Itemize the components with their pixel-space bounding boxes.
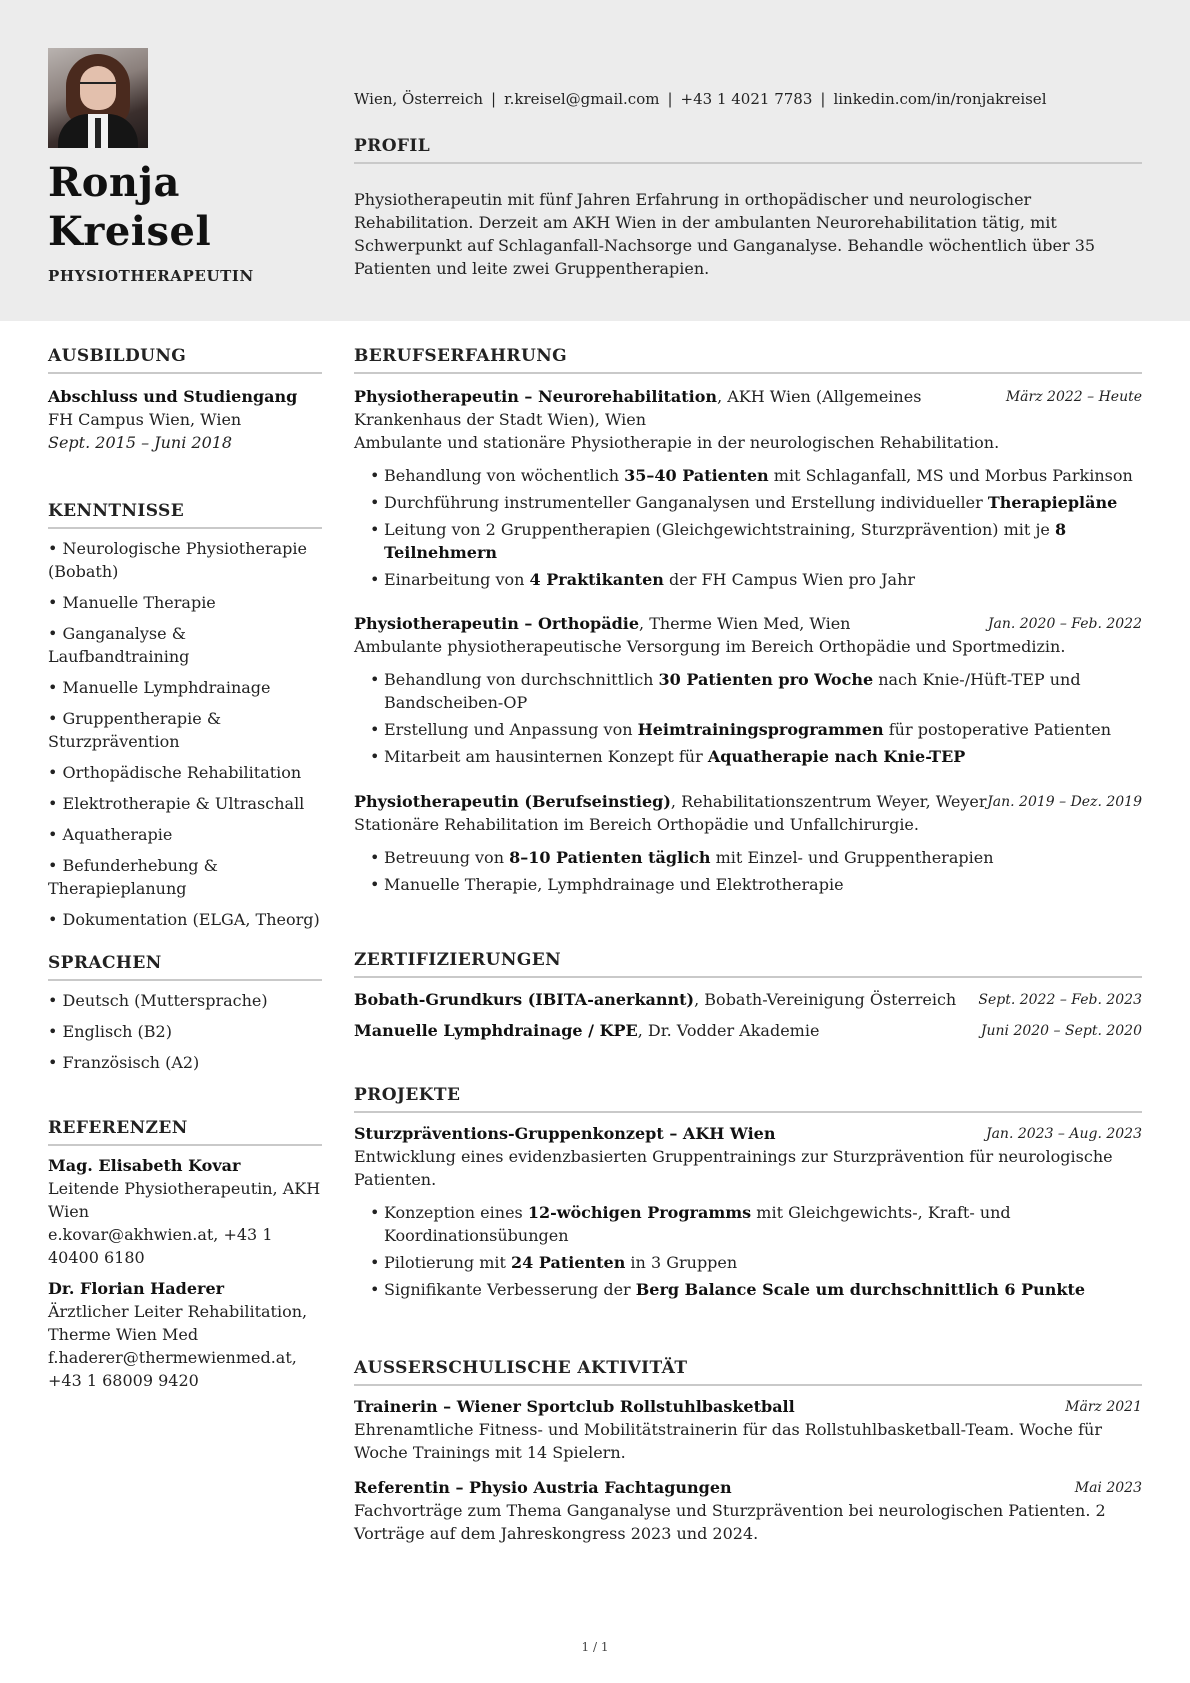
certificate-item [354, 1019, 1142, 1042]
sprachen-list [48, 989, 322, 1082]
language-item: • Englisch (B2) [48, 1022, 172, 1041]
reference-contact[interactable]: e.kovar@akhwien.at, +43 1 40400 6180 [48, 1225, 273, 1267]
job-role: Physiotherapeutin – Neurorehabilitation [354, 387, 718, 406]
activity-desc: Fachvorträge zum Thema Ganganalyse und Sturzprävention bei neurologischen Patienten. 2 Vorträge auf dem Jahreskongress 2023 und 2024. [354, 1501, 1106, 1543]
job-org: , Therme Wien Med, Wien [639, 614, 851, 633]
contact-email[interactable]: r.kreisel@gmail.com [504, 90, 660, 108]
ausbildung-school: FH Campus Wien, Wien [48, 410, 242, 429]
activity-item [354, 1395, 1142, 1464]
projekte-rule [354, 1111, 1142, 1113]
project-bullets [354, 1201, 1142, 1301]
project-date: Jan. 2023 – Aug. 2023 [985, 1126, 1142, 1142]
certificate-date: Juni 2020 – Sept. 2020 [980, 1023, 1142, 1039]
ausbildung-degree: Abschluss und Studiengang [48, 387, 298, 406]
job-entry [354, 385, 1142, 595]
job-org: , Rehabilitationszentrum Weyer, Weyer [670, 792, 987, 811]
project-bullet: • Konzeption eines 12-wöchigen Programms mit Gleichgewichts-, Kraft- und Koordinationsübungen [354, 1201, 1142, 1247]
job-desc: Ambulante und stationäre Physiotherapie in der neurologischen Rehabilitation. [354, 433, 1000, 452]
candidate-name [48, 158, 328, 256]
skill-item: • Ganganalyse & Laufbandtraining [48, 624, 190, 666]
certificate-name: Bobath-Grundkurs (IBITA-anerkannt) [354, 990, 695, 1009]
kenntnisse-title: KENNTNISSE [48, 501, 185, 521]
reference-item [48, 1154, 322, 1269]
page-number: 1 / 1 [581, 1640, 609, 1654]
skill-item: • Neurologische Physiotherapie (Bobath) [48, 539, 308, 581]
contact-separator: | [491, 90, 497, 108]
certificate-date: Sept. 2022 – Feb. 2023 [978, 992, 1142, 1008]
job-title: PHYSIOTHERAPEUTIN [48, 267, 254, 285]
job-bullets [354, 668, 1142, 768]
reference-role: Leitende Physiotherapeutin, AKH Wien [48, 1179, 321, 1221]
job-bullets [354, 464, 1142, 591]
contact-location: Wien, Österreich [354, 90, 484, 108]
job-bullets [354, 846, 1142, 896]
ausbildung-title: AUSBILDUNG [48, 346, 187, 366]
job-bullet: • Mitarbeit am hausinternen Konzept für Aquatherapie nach Knie-TEP [354, 745, 1142, 768]
job-org: , AKH Wien (Allgemeines Krankenhaus der Stadt Wien), Wien [354, 387, 922, 429]
project-desc: Entwicklung eines evidenzbasierten Gruppentrainings zur Sturzprävention für neurologische Patienten. [354, 1147, 1113, 1189]
job-bullet: • Betreuung von 8–10 Patienten täglich mit Einzel- und Gruppentherapien [354, 846, 1142, 869]
aktivitaet-title: AUSSERSCHULISCHE AKTIVITÄT [354, 1358, 688, 1378]
profil-title: PROFIL [354, 136, 431, 156]
ausbildung-period: Sept. 2015 – Juni 2018 [48, 433, 233, 452]
ausbildung-rule [48, 372, 322, 374]
certificate-name: Manuelle Lymphdrainage / KPE [354, 1021, 638, 1040]
referenzen-rule [48, 1144, 322, 1146]
sprachen-rule [48, 979, 322, 981]
ausbildung-block [48, 385, 322, 454]
job-bullet: • Erstellung und Anpassung von Heimtrainingsprogrammen für postoperative Patienten [354, 718, 1142, 741]
activity-date: März 2021 [1065, 1399, 1142, 1415]
project-entry [354, 1122, 1142, 1305]
job-role: Physiotherapeutin (Berufseinstieg) [354, 792, 671, 811]
name-last: Kreisel [48, 208, 212, 255]
reference-name: Mag. Elisabeth Kovar [48, 1156, 241, 1175]
profil-text [354, 188, 1142, 280]
skill-item: • Dokumentation (ELGA, Theorg) [48, 910, 320, 929]
reference-name: Dr. Florian Haderer [48, 1279, 225, 1298]
skill-item: • Befunderhebung & Therapieplanung [48, 856, 218, 898]
referenzen-list [48, 1154, 322, 1392]
skill-item: • Manuelle Lymphdrainage [48, 678, 271, 697]
zertifizierungen-title: ZERTIFIZIERUNGEN [354, 950, 562, 970]
job-bullet: • Behandlung von durchschnittlich 30 Patienten pro Woche nach Knie-/Hüft-TEP und Bandscheiben-OP [354, 668, 1142, 714]
contact-separator: | [667, 90, 673, 108]
activity-date: Mai 2023 [1074, 1480, 1142, 1496]
aktivitaet-list [354, 1395, 1142, 1545]
kenntnisse-rule [48, 527, 322, 529]
berufserfahrung-title: BERUFSERFAHRUNG [354, 346, 568, 366]
reference-item [48, 1277, 322, 1392]
certificate-org: , Bobath-Vereinigung Österreich [694, 990, 957, 1009]
contact-line [354, 90, 1047, 108]
skill-item: • Manuelle Therapie [48, 593, 216, 612]
name-first: Ronja [48, 159, 180, 206]
contact-linkedin[interactable]: linkedin.com/in/ronjakreisel [833, 90, 1047, 108]
profil-paragraph: Physiotherapeutin mit fünf Jahren Erfahrung in orthopädischer und neurologischer Rehabilitation. Derzeit am AKH Wien in der ambulanten Neurorehabilitation tätig, mit Schwerpunkt auf Schlaganfall-Nachsorge und Ganganalyse. Behandle wöchentlich über 35 Patienten und leite zwei Gruppentherapien. [354, 190, 1096, 278]
skill-item: • Gruppentherapie & Sturzprävention [48, 709, 222, 751]
berufserfahrung-rule [354, 372, 1142, 374]
job-bullet: • Manuelle Therapie, Lymphdrainage und Elektrotherapie [354, 873, 1142, 896]
job-date: Jan. 2020 – Feb. 2022 [987, 616, 1142, 632]
project-name: Sturzpräventions-Gruppenkonzept – AKH Wien [354, 1124, 776, 1143]
job-date: März 2022 – Heute [1005, 389, 1142, 405]
profil-rule [354, 162, 1142, 164]
job-desc: Ambulante physiotherapeutische Versorgung im Bereich Orthopädie und Sportmedizin. [354, 637, 1066, 656]
skill-item: • Orthopädische Rehabilitation [48, 763, 302, 782]
activity-item [354, 1476, 1142, 1545]
project-bullet: • Pilotierung mit 24 Patienten in 3 Gruppen [354, 1251, 1142, 1274]
project-bullet: • Signifikante Verbesserung der Berg Balance Scale um durchschnittlich 6 Punkte [354, 1278, 1142, 1301]
language-item: • Französisch (A2) [48, 1053, 200, 1072]
contact-separator: | [820, 90, 826, 108]
profile-photo [48, 48, 148, 148]
skill-item: • Aquatherapie [48, 825, 173, 844]
job-entry [354, 612, 1142, 772]
skill-item: • Elektrotherapie & Ultraschall [48, 794, 305, 813]
referenzen-title: REFERENZEN [48, 1118, 188, 1138]
kenntnisse-list [48, 537, 322, 939]
job-desc: Stationäre Rehabilitation im Bereich Orthopädie und Unfallchirurgie. [354, 815, 919, 834]
activity-desc: Ehrenamtliche Fitness- und Mobilitätstrainerin für das Rollstuhlbasketball-Team. Woche für Woche Trainings mit 14 Spielern. [354, 1420, 1102, 1462]
job-date: Jan. 2019 – Dez. 2019 [987, 794, 1142, 810]
job-bullet: • Behandlung von wöchentlich 35–40 Patienten mit Schlaganfall, MS und Morbus Parkinson [354, 464, 1142, 487]
zertifizierungen-rule [354, 976, 1142, 978]
activity-name: Referentin – Physio Austria Fachtagungen [354, 1478, 732, 1497]
zertifizierungen-list [354, 988, 1142, 1042]
reference-role: Ärztlicher Leiter Rehabilitation, Therme Wien Med [48, 1302, 308, 1344]
job-bullet: • Einarbeitung von 4 Praktikanten der FH Campus Wien pro Jahr [354, 568, 1142, 591]
language-item: • Deutsch (Muttersprache) [48, 991, 268, 1010]
contact-phone[interactable]: +43 1 4021 7783 [680, 90, 813, 108]
job-bullet: • Durchführung instrumenteller Ganganalysen und Erstellung individueller Therapiepläne [354, 491, 1142, 514]
activity-name: Trainerin – Wiener Sportclub Rollstuhlbasketball [354, 1397, 795, 1416]
certificate-item [354, 988, 1142, 1011]
projekte-title: PROJEKTE [354, 1085, 461, 1105]
aktivitaet-rule [354, 1384, 1142, 1386]
certificate-org: , Dr. Vodder Akademie [637, 1021, 820, 1040]
sprachen-title: SPRACHEN [48, 953, 162, 973]
reference-contact[interactable]: f.haderer@thermewienmed.at, +43 1 68009 9420 [48, 1348, 297, 1390]
job-role: Physiotherapeutin – Orthopädie [354, 614, 640, 633]
job-bullet: • Leitung von 2 Gruppentherapien (Gleichgewichtstraining, Sturzprävention) mit je 8 Teilnehmern [354, 518, 1142, 564]
job-entry [354, 790, 1142, 900]
